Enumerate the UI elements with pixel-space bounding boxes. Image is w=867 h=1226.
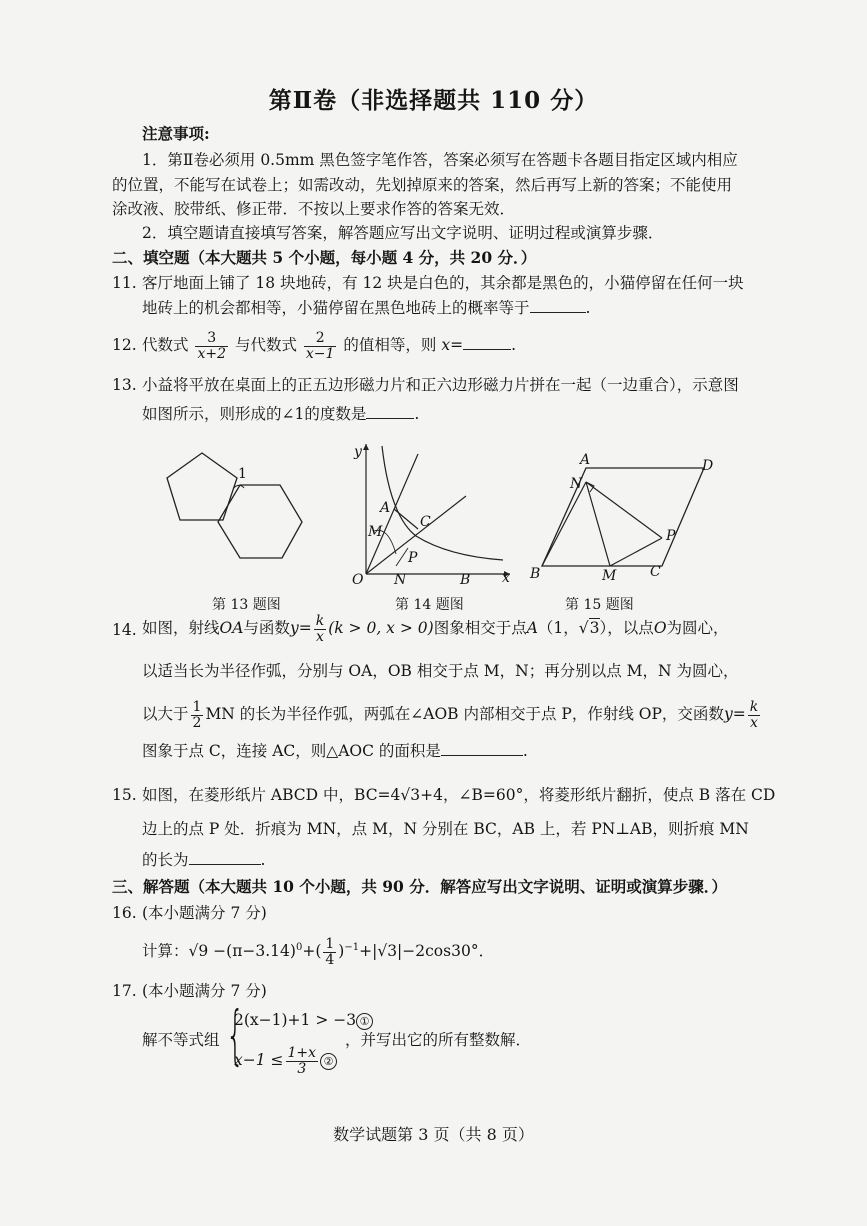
point-B-label: B xyxy=(530,566,541,582)
page-footer: 数学试题第 3 页（共 8 页） xyxy=(333,1125,534,1144)
arc-mark xyxy=(396,548,408,566)
y-axis-arrow xyxy=(363,444,369,450)
point-B-label: B xyxy=(460,572,471,586)
figure-13 xyxy=(150,440,310,580)
q11-line-1: 客厅地面上铺了 18 块地砖，有 12 块是白色的，其余都是黑色的，小猫停留在任何一块 xyxy=(142,274,744,292)
point-D-label: D xyxy=(702,458,714,474)
q13-line-1: 小益将平放在桌面上的正五边形磁力片和正六边形磁力片拼在一起（一边重合），示意图 xyxy=(142,376,739,394)
q16-score: (本小题满分 7 分) xyxy=(142,904,267,922)
point-N-label: N xyxy=(570,476,583,492)
q15-line-2: 边上的点 P 处．折痕为 MN，点 M，N 分别在 BC，AB 上，若 PN⊥AB，则折痕 MN xyxy=(142,820,749,838)
q12-text-2: 与代数式 xyxy=(234,336,297,354)
q14-number: 14. xyxy=(112,621,137,639)
q14-line-1: 如图，射线OA与函数y= $\frac{k}{x}$ (k > 0, x > 0)图象相交于点A（1，√3），以点O为圆心， xyxy=(142,612,729,645)
point-M-label: M xyxy=(368,524,383,540)
rhombus-ABCD xyxy=(542,468,704,566)
q17-fraction: $\frac{1+x}{3}$ xyxy=(287,1044,317,1077)
q13-line-2: 如图所示，则形成的∠1的度数是 . xyxy=(142,405,420,423)
q14-line-2: 以适当长为半径作弧，分别与 OA，OB 相交于点 M，N；再分别以点 M，N 为圆心， xyxy=(142,662,739,680)
q14-line-4: 图象于点 C，连接 AC，则△AOC 的面积是 . xyxy=(142,742,528,760)
figure-13-caption: 第 13 题图 xyxy=(212,597,281,613)
q12-answer-blank xyxy=(463,335,511,350)
q15-number: 15. xyxy=(112,786,137,804)
q14-line-3: 以大于 $\frac{1}{2}$ MN 的长为半径作弧，两弧在∠AOB 内部相交于点 P，作射线 OP，交函数y= $\frac{k}{x}$ xyxy=(142,698,759,731)
q14-function-fraction: $\frac{k}{x}$ xyxy=(315,612,325,645)
x-axis-label: x xyxy=(502,570,510,586)
segment-NB xyxy=(542,482,586,566)
figure-14-caption: 第 14 题图 xyxy=(395,597,464,613)
q17-lead: 解不等式组 xyxy=(142,1031,220,1049)
q12-text-3: 的值相等，则 xyxy=(343,336,437,354)
q12-fraction-2: $\frac{2}{x-1}$ xyxy=(305,329,335,362)
point-C-label: C xyxy=(650,564,661,580)
pentagon-shape xyxy=(167,453,237,520)
hyperbola-curve xyxy=(382,446,503,560)
segment-NP xyxy=(586,482,662,538)
q17-number: 17. xyxy=(112,982,137,1000)
point-A-label: A xyxy=(580,452,591,468)
q17-inequality-1: 2(x−1)+1 > −3 ① xyxy=(234,1010,373,1030)
figure-14 xyxy=(318,436,518,586)
figure-15 xyxy=(526,448,726,588)
q11-period: . xyxy=(585,299,591,317)
note-2: 2．填空题请直接填写答案，解答题应写出文字说明、证明过程或演算步骤． xyxy=(142,224,664,242)
notes-heading: 注意事项: xyxy=(142,124,210,143)
q12-fraction-1: $\frac{3}{x+2}$ xyxy=(197,329,226,362)
y-axis-label: y xyxy=(354,444,362,460)
point-A-label: A xyxy=(380,500,391,516)
q14-function-fraction-2: $\frac{k}{x}$ xyxy=(749,698,759,731)
section-2-heading: 二、填空题（本大题共 5 个小题，每小题 4 分，共 20 分．） xyxy=(112,248,537,267)
q11-text: 地砖上的机会都相等，小猫停留在黑色地砖上的概率等于 xyxy=(142,299,530,317)
system-brace: { xyxy=(226,999,245,1073)
q12-number: 12. xyxy=(112,336,137,354)
q12-variable: x xyxy=(441,336,451,354)
q17-tail: ，并写出它的所有整数解． xyxy=(345,1031,532,1049)
page-title: 第Ⅱ卷（非选择题共 110 分） xyxy=(268,87,599,114)
point-M-label: M xyxy=(602,568,617,584)
point-P-label: P xyxy=(408,550,418,566)
crease-MN xyxy=(586,482,610,566)
note-1-line-2: 的位置，不能写在试卷上；如需改动，先划掉原来的答案，然后再写上新的答案；不能使用 xyxy=(112,176,733,194)
q16-quarter-fraction: $\frac{1}{4}$ xyxy=(325,935,335,968)
q16-number: 16. xyxy=(112,904,137,922)
q13-answer-blank xyxy=(366,404,414,419)
point-P-label: P xyxy=(666,528,676,544)
q13-number: 13. xyxy=(112,376,137,394)
q11-answer-blank xyxy=(530,298,586,313)
q17-score: (本小题满分 7 分) xyxy=(142,982,267,1000)
point-N-label: N xyxy=(394,572,407,586)
note-1-line-1: 1．第Ⅱ卷必须用 0.5mm 黑色签字笔作答，答案必须写在答题卡各题目指定区域内相应 xyxy=(142,151,738,169)
q15-line-3: 的长为 . xyxy=(142,851,266,869)
note-1-line-3: 涂改液、胶带纸、修正带．不按以上要求作答的答案无效． xyxy=(112,200,516,218)
q14-half-fraction: $\frac{1}{2}$ xyxy=(192,698,202,731)
section-3-heading: 三、解答题（本大题共 10 个小题，共 90 分．解答应写出文字说明、证明或演算步骤．） xyxy=(112,877,727,896)
q16-expression: 计算：$√9 -(\pi-3.14)^0+$( $\frac{1}{4}$ )$^{-1}$+|√3|−2cos30°． xyxy=(142,935,495,968)
q15-line-1: 如图，在菱形纸片 ABCD 中，BC=4√3+4，∠B=60°，将菱形纸片翻折，使点 B 落在 CD xyxy=(142,786,776,804)
angle-1-label: 1 xyxy=(238,466,247,482)
q11-line-2 xyxy=(142,298,590,318)
q11-number: 11. xyxy=(112,274,137,292)
q17-inequality-2: x−1 ≤ $\frac{1+x}{3}$ ② xyxy=(234,1038,337,1082)
point-C-label: C xyxy=(420,514,431,530)
figure-15-caption: 第 15 题图 xyxy=(565,597,634,613)
q14-answer-blank xyxy=(441,741,523,756)
q12-text-1: 代数式 xyxy=(142,336,189,354)
q12-line: 代数式 $\frac{3}{x+2}$ 与代数式 $\frac{2}{x-1}$ 的值相等，则 x= . xyxy=(142,329,517,362)
segment-MP xyxy=(610,538,662,566)
q15-answer-blank xyxy=(189,850,261,865)
point-O-label: O xyxy=(352,572,364,586)
